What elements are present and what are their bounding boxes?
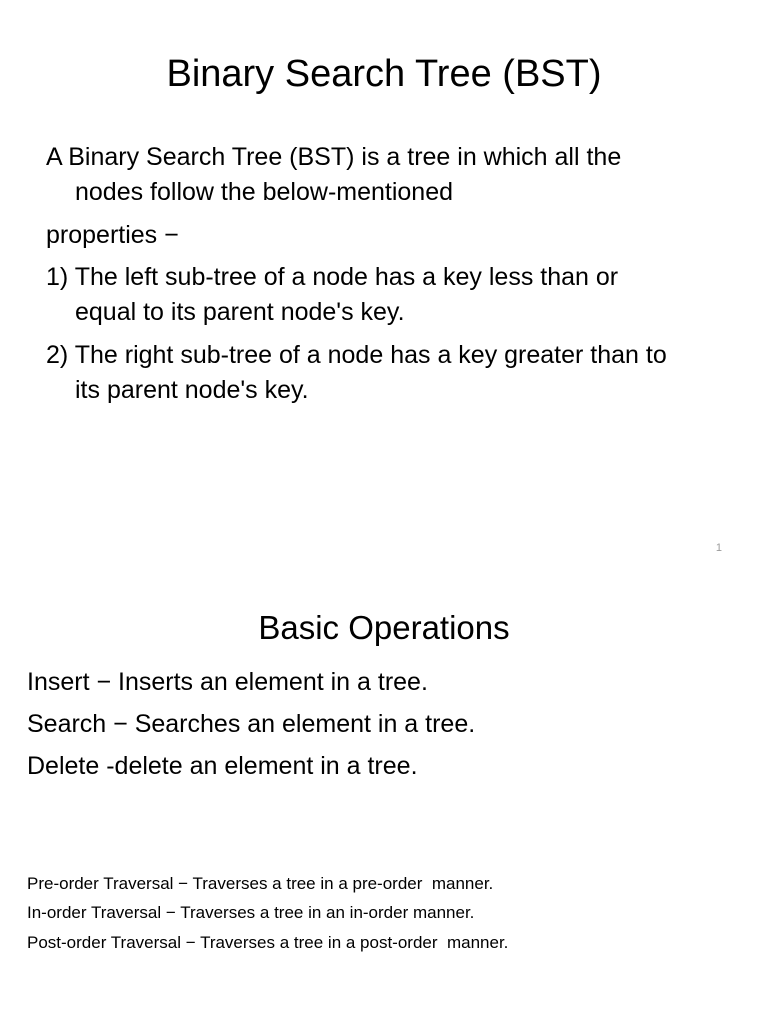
properties-line: properties − bbox=[46, 221, 179, 249]
intro-line-2: nodes follow the below-mentioned bbox=[75, 178, 454, 206]
slide-basic-operations bbox=[0, 566, 768, 1024]
traversal-post-order: Post-order Traversal − Traverses a tree in a post-order manner. bbox=[27, 933, 509, 952]
traversal-in-order: In-order Traversal − Traverses a tree in an in-order manner. bbox=[27, 903, 475, 922]
rule-1-paragraph bbox=[46, 260, 736, 330]
slide-title: Binary Search Tree (BST) bbox=[166, 53, 602, 95]
intro-line-1: A Binary Search Tree (BST) is a tree in which all the bbox=[46, 143, 622, 171]
traversal-pre-order: Pre-order Traversal − Traverses a tree in a pre-order manner. bbox=[27, 874, 494, 893]
rule-2-paragraph bbox=[46, 338, 736, 408]
operation-delete: Delete -delete an element in a tree. bbox=[27, 752, 418, 780]
rule-1-line-2: equal to its parent node's key. bbox=[75, 298, 405, 326]
operation-insert: Insert − Inserts an element in a tree. bbox=[27, 668, 428, 696]
rule-2-line-1: 2) The right sub-tree of a node has a key greater than to bbox=[46, 341, 667, 369]
rule-2-line-2: its parent node's key. bbox=[75, 376, 309, 404]
slide-title: Basic Operations bbox=[258, 609, 510, 646]
intro-paragraph bbox=[46, 140, 736, 210]
operation-search: Search − Searches an element in a tree. bbox=[27, 710, 476, 738]
page-number: 1 bbox=[715, 542, 722, 554]
rule-1-line-1: 1) The left sub-tree of a node has a key less than or bbox=[46, 263, 619, 291]
